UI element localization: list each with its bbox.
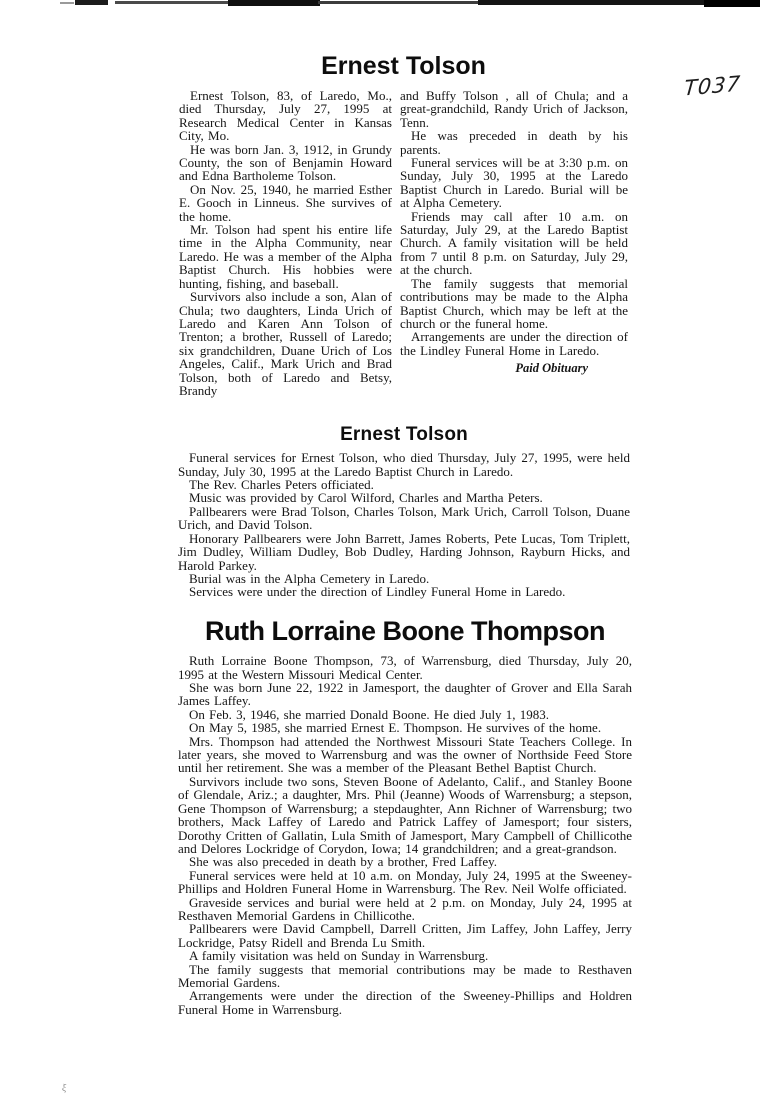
scan-artifact-segment <box>704 0 760 7</box>
scan-artifact-bottom-mark: ξ <box>61 1082 68 1095</box>
paragraph: Graveside services and burial were held at 2 p.m. on Monday, July 24, 1995 at Resthaven Memorial Gardens in Chillicothe. <box>178 894 632 923</box>
paragraph: Ruth Lorraine Boone Thompson, 73, of Warrensburg, died Thursday, July 20, 1995 at the Western Missouri Medical Center. <box>178 653 632 682</box>
obituary-column-left <box>179 89 392 397</box>
paragraph: On Nov. 25, 1940, he married Esther E. Gooch in Linneus. She survives of the home. <box>179 181 392 224</box>
paragraph: Mrs. Thompson had attended the Northwest Missouri State Teachers College. In later years, she moved to Warrensburg and was the owner of Northside Feed Store until her retirement. She was a member of the Pleasant Bethel Baptist Church. <box>178 733 632 776</box>
scan-artifact-segment <box>478 0 706 5</box>
paragraph: Funeral services will be at 3:30 p.m. on Sunday, July 30, 1995 at the Laredo Baptist Church in Laredo. Burial will be at Alpha Cemetery. <box>400 155 628 211</box>
obituary-section-ernest-tolson-services <box>178 424 630 599</box>
paragraph: Survivors also include a son, Alan of Chula; two daughters, Linda Urich of Laredo and Karen Ann Tolson of Trenton; a brother, Russell of Laredo; six grandchildren, Duane Urich of Los Angeles, Calif., Mark Urich and Brad Tolson, both of Laredo and Betsy, Brandy <box>179 289 392 398</box>
paragraph: On Feb. 3, 1946, she married Donald Boone. He died July 1, 1983. <box>189 706 550 722</box>
obituary-column-right-text <box>400 89 628 357</box>
scan-artifact-segment <box>75 0 108 5</box>
scan-artifact-segment <box>115 1 228 4</box>
obituary-body <box>178 451 630 598</box>
obituary-section-ernest-tolson-paid <box>179 52 628 397</box>
paragraph: Pallbearers were Brad Tolson, Charles Tolson, Mark Urich, Carroll Tolson, Duane Urich, and David Tolson. <box>178 503 630 533</box>
paragraph: She was born June 22, 1922 in Jamesport, the daughter of Grover and Ella Sarah James Laffey. <box>178 680 632 709</box>
scan-artifact-top-band <box>0 0 760 8</box>
paragraph: The Rev. Charles Peters officiated. <box>189 477 374 493</box>
obituary-body <box>178 654 632 1016</box>
paragraph: The family suggests that memorial contributions may be made to Resthaven Memorial Gardens. <box>178 961 632 990</box>
paragraph: He was born Jan. 3, 1912, in Grundy County, the son of Benjamin Howard and Edna Bartholeme Tolson. <box>179 141 392 184</box>
obituary-section-ruth-thompson <box>178 616 632 1016</box>
scan-artifact-segment <box>60 2 74 4</box>
paragraph: He was preceded in death by his parents. <box>400 128 628 157</box>
paragraph: Honorary Pallbearers were John Barrett, James Roberts, Pete Lucas, Tom Triplett, Jim Dudley, William Dudley, Bob Dudley, Harding Johnson, Rayburn Hicks, and Harold Parkey. <box>178 530 630 573</box>
obituary-title: Ernest Tolson <box>340 424 468 445</box>
paragraph: Mr. Tolson had spent his entire life time in the Alpha Community, near Laredo. He was a member of the Alpha Baptist Church. His hobbies were hunting, fishing, and baseball. <box>179 222 392 291</box>
obituary-column-right <box>400 89 628 397</box>
paragraph: Pallbearers were David Campbell, Darrell Critten, Jim Laffey, John Laffey, Jerry Lockridge, Patsy Ridell and Brenda Lu Smith. <box>178 921 632 950</box>
paragraph: On May 5, 1985, she married Ernest E. Thompson. He survives of the home. <box>189 720 602 736</box>
paid-obituary-byline: Paid Obituary <box>515 361 588 376</box>
handwritten-annotation: T037 <box>683 71 742 101</box>
paragraph: Ernest Tolson, 83, of Laredo, Mo., died Thursday, July 27, 1995 at Research Medical Center in Kansas City, Mo. <box>179 88 392 144</box>
paragraph: Arrangements are under the direction of the Lindley Funeral Home in Laredo. <box>400 329 628 358</box>
scan-artifact-segment <box>228 0 320 6</box>
paragraph: Friends may call after 10 a.m. on Saturday, July 29, at the Laredo Baptist Church. A family visitation will be held from 7 until 8 p.m. on Saturday, July 29, at the church. <box>400 208 628 278</box>
obituary-title: Ruth Lorraine Boone Thompson <box>205 616 605 646</box>
obituary-title: Ernest Tolson <box>321 52 486 80</box>
paragraph: The family suggests that memorial contributions may be made to the Alpha Baptist Church, which may be left at the church or the funeral home. <box>400 275 628 331</box>
paragraph: Burial was in the Alpha Cemetery in Laredo. <box>189 570 430 586</box>
paragraph: and Buffy Tolson , all of Chula; and a great-grandchild, Randy Urich of Jackson, Tenn. <box>400 88 628 130</box>
paragraph: Arrangements were under the direction of the Sweeney-Phillips and Holdren Funeral Home in Warrensburg. <box>178 988 632 1017</box>
paragraph: Survivors include two sons, Steven Boone of Adelanto, Calif., and Stanley Boone of Glendale, Ariz.; a daughter, Mrs. Phil (Jeanne) Woods of Warrensburg; a stepson, Gene Thompson of Warrensburg; a stepdaughter, Ann Richner of Warrensburg; two brothers, Mack Laffey of Laredo and Patrick Laffey of Jamesport; four sisters, Dorothy Critten of Gallatin, Lula Smith of Jamesport, Mary Campbell of Chillicothe and Delores Lockridge of Corydon, Iowa; 14 grandchildren; and a great-grandson. <box>178 773 632 856</box>
paragraph: She was also preceded in death by a brother, Fred Laffey. <box>189 854 498 870</box>
paragraph: A family visitation was held on Sunday in Warrensburg. <box>189 948 489 964</box>
paragraph: Funeral services were held at 10 a.m. on Monday, July 24, 1995 at the Sweeney-Phillips and Holdren Funeral Home in Warrensburg. The Rev. Neil Wolfe officiated. <box>178 867 632 897</box>
paragraph: Services were under the direction of Lindley Funeral Home in Laredo. <box>189 584 566 600</box>
paragraph: Funeral services for Ernest Tolson, who died Thursday, July 27, 1995, were held Sunday, July 30, 1995 at the Laredo Baptist Church in Laredo. <box>178 450 630 479</box>
scan-artifact-segment <box>318 1 478 4</box>
obituary-columns <box>179 89 628 397</box>
paragraph: Music was provided by Carol Wilford, Charles and Martha Peters. <box>189 490 543 506</box>
